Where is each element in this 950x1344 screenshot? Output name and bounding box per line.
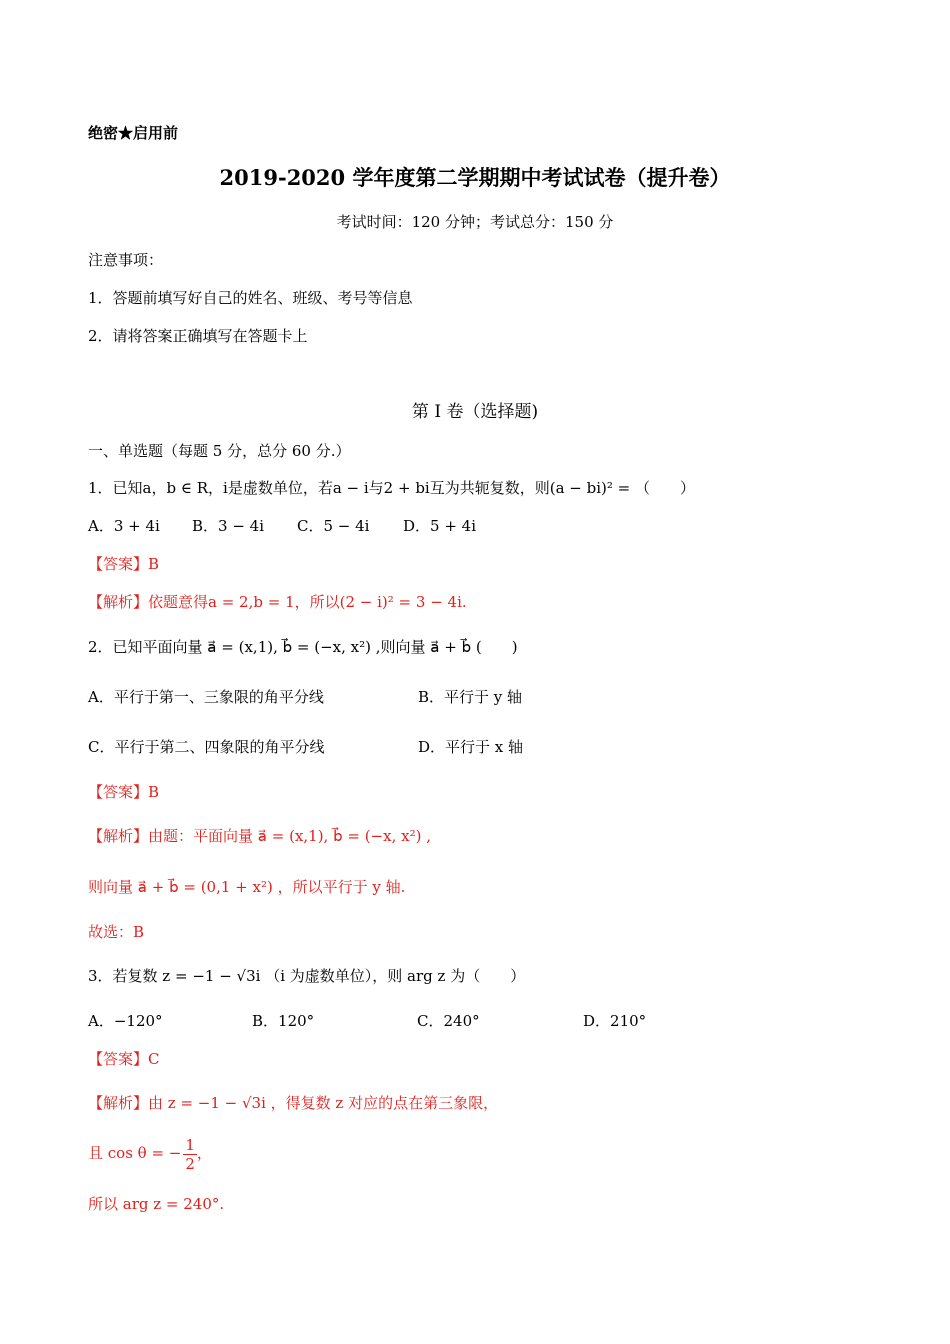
option-a: A．−120° xyxy=(88,1012,163,1030)
question-2-analysis-line-2: 则向量 a⃗ + b⃗ = (0,1 + x²) ，所以平行于 y 轴. xyxy=(88,878,406,896)
analysis-cos-prefix: 且 cos θ = − xyxy=(88,1144,182,1162)
option-c: C．5 − 4i xyxy=(297,517,370,535)
question-3-answer: 【答案】C xyxy=(88,1050,160,1068)
question-1-analysis: 【解析】依题意得a = 2,b = 1，所以(2 − i)² = 3 − 4i. xyxy=(88,593,467,611)
fraction-numerator: 1 xyxy=(185,1135,195,1154)
note-item: 1．答题前填写好自己的姓名、班级、考号等信息 xyxy=(88,289,413,307)
option-b: B．120° xyxy=(252,1012,315,1030)
question-2-answer: 【答案】B xyxy=(88,783,160,801)
option-c: C．240° xyxy=(417,1012,480,1030)
question-1-answer: 【答案】B xyxy=(88,555,160,573)
question-1-stem: 1．已知a，b ∈ R，i是虚数单位，若a − i与2 + bi互为共轭复数，则(a − bi)² = （ ） xyxy=(88,479,695,497)
option-d: D．5 + 4i xyxy=(403,517,477,535)
note-item: 2．请将答案正确填写在答题卡上 xyxy=(88,327,308,345)
option-a: A．3 + 4i xyxy=(88,517,160,535)
fraction-one-half xyxy=(183,1136,197,1173)
section-title: 第 I 卷（选择题) xyxy=(411,402,539,422)
option-a: A．平行于第一、三象限的角平分线 xyxy=(88,688,324,706)
question-2-options-row-2 xyxy=(88,737,523,757)
option-c: C．平行于第二、四象限的角平分线 xyxy=(88,738,325,756)
analysis-cos-suffix: ， xyxy=(196,1144,212,1162)
secret-label: 绝密★启用前 xyxy=(88,124,179,142)
page-title: 2019-2020 学年度第二学期期中考试试卷（提升卷） xyxy=(219,165,731,190)
question-3-analysis-line-1: 【解析】由 z = −1 − √3i ，得复数 z 对应的点在第三象限， xyxy=(88,1094,499,1112)
exam-info: 考试时间：120 分钟；考试总分：150 分 xyxy=(336,213,614,231)
notes-heading: 注意事项： xyxy=(88,251,164,269)
question-3-analysis-line-3: 所以 arg z = 240°. xyxy=(88,1195,225,1213)
question-2-options-row-1 xyxy=(88,687,522,707)
part-heading: 一、单选题（每题 5 分，总分 60 分.） xyxy=(88,442,351,460)
question-2-analysis-line-1: 【解析】由题：平面向量 a⃗ = (x,1), b⃗ = (−x, x²) , xyxy=(88,827,431,845)
question-3-stem: 3．若复数 z = −1 − √3i （i 为虚数单位），则 arg z 为（ ） xyxy=(88,967,526,985)
question-3-options xyxy=(88,1011,646,1031)
question-3-analysis-line-2 xyxy=(88,1133,212,1173)
question-2-stem: 2．已知平面向量 a⃗ = (x,1), b⃗ = (−x, x²) ,则向量 a⃗ + b⃗ ( ) xyxy=(88,638,518,656)
question-2-analysis-line-3: 故选：B xyxy=(88,923,145,941)
option-d: D．210° xyxy=(583,1012,647,1030)
fraction-denominator: 2 xyxy=(185,1154,195,1173)
option-b: B．3 − 4i xyxy=(192,517,265,535)
question-1-options xyxy=(88,516,476,536)
option-b: B．平行于 y 轴 xyxy=(418,688,523,706)
option-d: D．平行于 x 轴 xyxy=(418,738,524,756)
